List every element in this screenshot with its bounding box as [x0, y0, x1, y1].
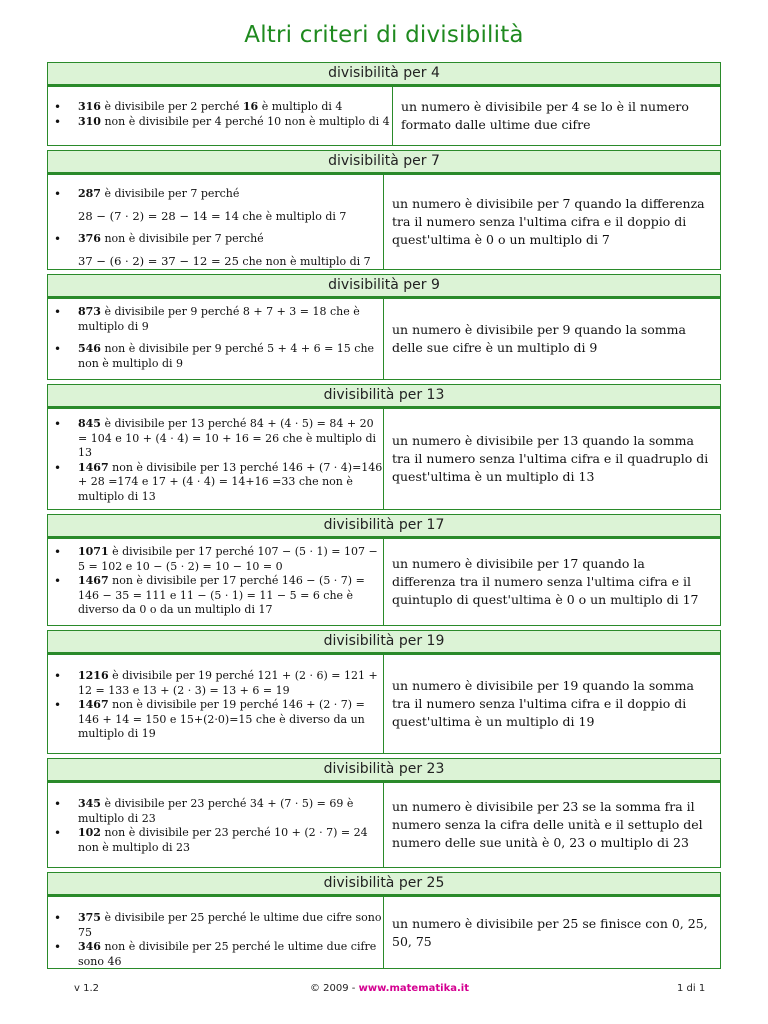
section-div-25 — [47, 872, 721, 969]
rule-cell: un numero è divisibile per 23 se la somma fra il numero senza la cifra delle unità e il settuplo del numero delle sue unità è 0, 23 o multiplo di 23 — [392, 799, 703, 850]
copyright: © 2009 - www.matematika.it — [310, 983, 469, 994]
rule-cell: un numero è divisibile per 9 quando la somma delle sue cifre è un multiplo di 9 — [392, 322, 686, 355]
section-div-17 — [47, 514, 721, 626]
version-label: v 1.2 — [74, 983, 99, 994]
example-item: • 1467 non è divisibile per 19 perché 146 + (2 · 7) = 146 + 14 = 150 e 15+(2·0)=15 che è diverso da un multiplo di 19 — [78, 698, 383, 742]
example-item: • 1467 non è divisibile per 17 perché 146 − (5 · 7) = 146 − 35 = 111 e 11 − (5 · 1) = 11 − 5 = 6 che è diverso da 0 o da un multiplo di 17 — [78, 574, 383, 618]
section-header: divisibilità per 19 — [48, 631, 720, 654]
examples-cell — [48, 175, 384, 269]
section-div-13 — [47, 384, 721, 510]
section-header: divisibilità per 25 — [48, 873, 720, 896]
section-header: divisibilità per 4 — [48, 63, 720, 86]
rule-cell: un numero è divisibile per 25 se finisce con 0, 25, 50, 75 — [392, 915, 708, 949]
section-div-19 — [47, 630, 721, 754]
example-item: • 287 è divisibile per 7 perché — [78, 183, 383, 205]
section-div-23 — [47, 758, 721, 868]
examples-cell — [48, 87, 393, 145]
rule-cell: un numero è divisibile per 17 quando la differenza tra il numero senza l'ultima cifra e il quintuplo di quest'ultima è 0 o un multiplo di 17 — [392, 556, 699, 607]
examples-cell — [48, 655, 384, 753]
rule-cell: un numero è divisibile per 7 quando la differenza tra il numero senza l'ultima cifra e il doppio di quest'ultima è 0 o un multiplo di 7 — [392, 196, 705, 247]
rule-cell: un numero è divisibile per 19 quando la somma tra il numero senza l'ultima cifra e il doppio di quest'ultima è un multiplo di 19 — [392, 678, 694, 729]
examples-cell — [48, 299, 384, 379]
site-link[interactable]: www.matematika.it — [358, 983, 469, 994]
example-item: • 1467 non è divisibile per 13 perché 146 + (7 · 4)=146 + 28 =174 e 17 + (4 · 4) = 14+16 =33 che non è multiplo di 13 — [78, 461, 383, 505]
example-item: • 346 non è divisibile per 25 perché le ultime due cifre sono 46 — [78, 940, 383, 969]
example-item: • 546 non è divisibile per 9 perché 5 + 4 + 6 = 15 che non è multiplo di 9 — [78, 342, 383, 371]
example-item: • 310 non è divisibile per 4 perché 10 non è multiplo di 4 — [78, 115, 392, 130]
examples-cell — [48, 897, 384, 968]
example-item: • 845 è divisibile per 13 perché 84 + (4 · 5) = 84 + 20 = 104 e 10 + (4 · 4) = 10 + 16 = 26 che è multiplo di 13 — [78, 417, 383, 461]
example-item: • 1071 è divisibile per 17 perché 107 − (5 · 1) = 107 − 5 = 102 e 10 − (5 · 2) = 10 − 10 = 0 — [78, 545, 383, 574]
section-div-9 — [47, 274, 721, 380]
section-header: divisibilità per 23 — [48, 759, 720, 782]
math-line: 37 − (6 · 2) = 37 − 12 = 25 che non è multiplo di 7 — [78, 254, 371, 268]
examples-cell — [48, 539, 384, 625]
section-header: divisibilità per 13 — [48, 385, 720, 408]
example-item: • 375 è divisibile per 25 perché le ultime due cifre sono 75 — [78, 911, 383, 940]
example-item: • 345 è divisibile per 23 perché 34 + (7 · 5) = 69 è multiplo di 23 — [78, 797, 383, 826]
section-header: divisibilità per 7 — [48, 151, 720, 174]
examples-cell — [48, 783, 384, 867]
section-header: divisibilità per 17 — [48, 515, 720, 538]
section-header: divisibilità per 9 — [48, 275, 720, 298]
page-title: Altri criteri di divisibilità — [244, 22, 524, 48]
example-item: • 102 non è divisibile per 23 perché 10 + (2 · 7) = 24 non è multiplo di 23 — [78, 826, 383, 855]
rule-cell: un numero è divisibile per 4 se lo è il numero formato dalle ultime due cifre — [401, 99, 689, 132]
examples-cell — [48, 409, 384, 509]
rule-cell: un numero è divisibile per 13 quando la somma tra il numero senza l'ultima cifra e il quadruplo di quest'ultima è un multiplo di 13 — [392, 433, 709, 484]
math-line: 28 − (7 · 2) = 28 − 14 = 14 che è multiplo di 7 — [78, 209, 347, 223]
section-div-4 — [47, 62, 721, 146]
example-item: • 873 è divisibile per 9 perché 8 + 7 + 3 = 18 che è multiplo di 9 — [78, 305, 383, 334]
section-div-7 — [47, 150, 721, 270]
example-item: • 376 non è divisibile per 7 perché — [78, 228, 383, 250]
example-item: • 316 è divisibile per 2 perché 16 è multiplo di 4 — [78, 100, 392, 115]
page-number: 1 di 1 — [677, 983, 706, 994]
example-item: • 1216 è divisibile per 19 perché 121 + (2 · 6) = 121 + 12 = 133 e 13 + (2 · 3) = 13 + 6 = 19 — [78, 669, 383, 698]
